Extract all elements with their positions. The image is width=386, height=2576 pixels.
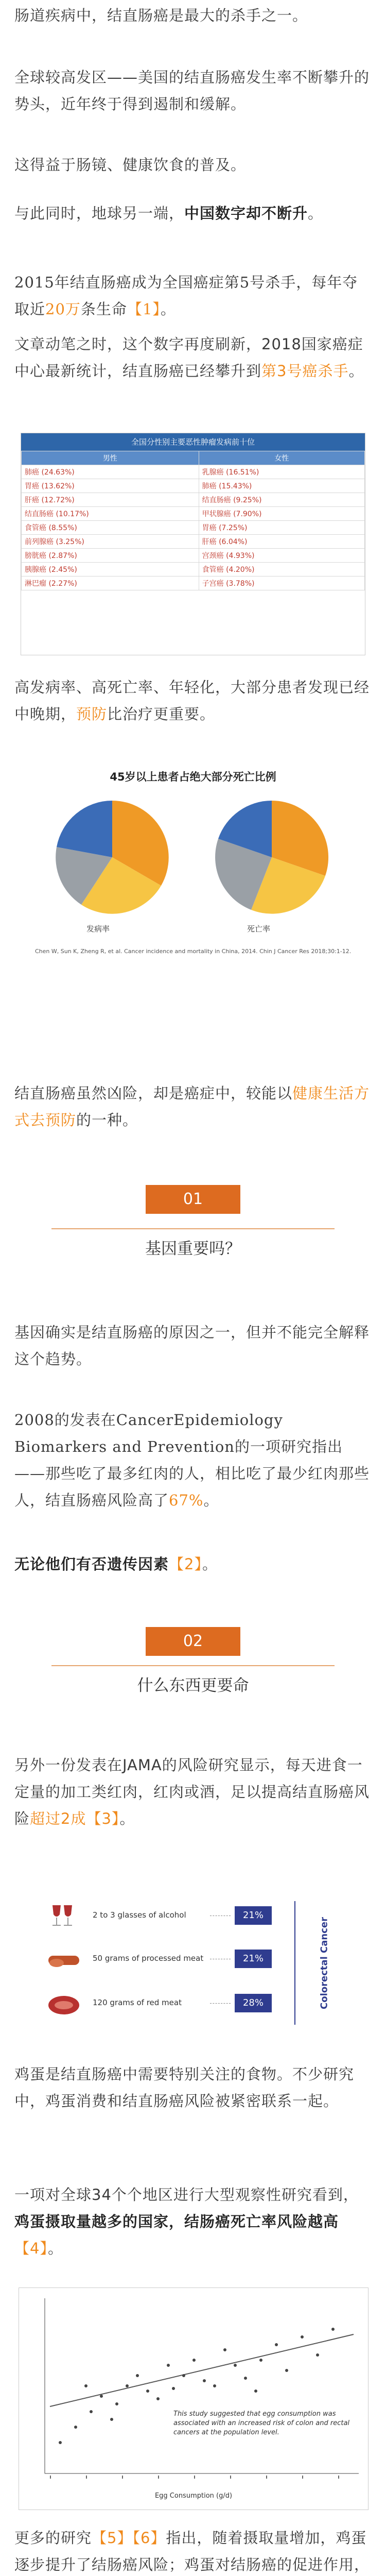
text: 文章动笔之时，这个数字再度刷新，2018国家癌症中心最新统计，结直肠癌已经攀升到	[14, 335, 363, 380]
paragraph-genes	[14, 1319, 372, 1372]
text: 2015年结直肠癌成为全国癌症第5号杀手，每年夺取近	[14, 274, 358, 318]
text: 肠道疾病中，结直肠癌是最大的杀手之一。	[14, 7, 308, 24]
risk-value-bar: 28%	[235, 1994, 272, 2012]
text: 。	[203, 1492, 219, 1509]
paragraph-intro	[14, 2, 372, 29]
text: 比治疗更重要。	[107, 705, 216, 723]
highlight-text: 健康生活方式去预防	[14, 1084, 370, 1129]
table-row	[22, 521, 365, 535]
pie-mortality	[215, 801, 328, 914]
citation-link[interactable]: 【3】	[86, 1810, 120, 1827]
cell: 肺癌 (15.43%)	[199, 479, 364, 493]
citation-link[interactable]: 【4】	[14, 2240, 48, 2257]
cell: 子宫癌 (3.78%)	[199, 577, 364, 590]
figure-title: 45岁以上患者占绝大部分死亡比例	[110, 771, 276, 783]
text: 全球较高发区——美国的结直肠癌发生率不断攀升的势头，近年终于得到遏制和缓解。	[14, 69, 370, 113]
paragraph-eggs	[14, 2061, 372, 2114]
text: 结直肠癌虽然凶险，却是癌症中，较能以	[14, 1084, 293, 1102]
table-row	[22, 465, 365, 479]
text: 另外一份发表在JAMA的风险研究显示，每天进食一定量的加工类红肉，红肉或酒，足以提高结直肠癌风险	[14, 1756, 370, 1827]
wine-glass-icon	[46, 1903, 77, 1929]
risk-item-label: 50 grams of processed meat	[93, 1954, 204, 1963]
cell: 肺癌 (24.63%)	[22, 465, 199, 479]
table-row	[22, 535, 365, 549]
pie-label-incidence: 发病率	[86, 924, 110, 934]
table	[21, 451, 365, 590]
cell: 肝癌 (6.04%)	[199, 535, 364, 549]
highlight-text: 20万	[45, 300, 81, 318]
highlight-text: 67%	[169, 1492, 204, 1509]
citation-link[interactable]: 【1】	[127, 300, 161, 318]
text: 基因确实是结直肠癌的原因之一，但并不能完全解释这个趋势。	[14, 1324, 370, 1368]
emphasis-text: 中国数字却不断升	[184, 205, 308, 222]
egg-scatter-figure	[19, 2287, 369, 2510]
paragraph-lifestyle	[14, 1080, 372, 1133]
section-divider	[51, 1665, 335, 1666]
text: 。	[160, 300, 176, 318]
pie-incidence	[56, 801, 169, 914]
cell: 前列腺癌 (3.25%)	[22, 535, 199, 549]
text: 这得益于肠镜、健康饮食的普及。	[14, 156, 247, 174]
cancer-incidence-table	[21, 433, 365, 655]
cell: 乳腺癌 (16.51%)	[199, 465, 364, 479]
risk-item-label: 2 to 3 glasses of alcohol	[93, 1910, 186, 1920]
emphasis-text: 鸡蛋摄取量越多的国家，结肠癌死亡率风险越高	[14, 2213, 339, 2230]
table-header-row	[22, 451, 365, 465]
text: 鸡蛋是结直肠癌中需要特别关注的食物。不少研究中，鸡蛋消费和结直肠癌风险被紧密联系一起。	[14, 2065, 355, 2110]
paragraph-red-meat-study	[14, 1406, 372, 1514]
text: 高发病率、高死亡率、年轻化，大部分患者发现已经中晚期，	[14, 679, 370, 723]
cell: 结直肠癌 (9.25%)	[199, 493, 364, 507]
paragraph-genetics	[14, 1551, 372, 1578]
cell: 甲状腺癌 (7.90%)	[199, 507, 364, 521]
column-header-male: 男性	[22, 451, 199, 465]
paragraph-china	[14, 200, 372, 227]
paragraph-2015	[14, 269, 372, 323]
table-row	[22, 549, 365, 563]
highlight-text: 超过2成	[30, 1810, 86, 1827]
paragraph-prevention	[14, 674, 372, 727]
scatter-plot	[19, 2288, 368, 2494]
pie-label-mortality: 死亡率	[247, 924, 271, 934]
cell: 淋巴瘤 (2.27%)	[22, 577, 199, 590]
highlight-text: 第3号癌杀手	[261, 362, 349, 380]
section-number-02: 02	[146, 1627, 240, 1656]
table-title: 全国分性别主要恶性肿瘤发病前十位	[21, 433, 365, 451]
citation-link[interactable]: 【2】	[169, 1555, 202, 1573]
section-title-01: 基因重要吗？	[145, 1240, 241, 1258]
cell: 宫颈癌 (4.93%)	[199, 549, 364, 563]
pie-figure	[14, 762, 372, 979]
table-row	[22, 577, 365, 590]
connector-line	[210, 2003, 231, 2004]
text: 。	[348, 362, 364, 380]
bracket-line	[294, 1901, 295, 2025]
figure-note: This study suggested that egg consumption was associated with an increased risk of colon and rectal cancers at the population level.	[173, 2410, 350, 2436]
section-number-01: 01	[146, 1185, 240, 1214]
paragraph-34-regions	[14, 2181, 372, 2262]
cell: 膀胱癌 (2.87%)	[22, 549, 199, 563]
risk-value-bar: 21%	[235, 1950, 272, 1968]
text: 与此同时，地球另一端，	[14, 205, 185, 222]
table-row	[22, 493, 365, 507]
text: 2008的发表在CancerEpidemiology Biomarkers and Prevention的一项研究指出——那些吃了最多红肉的人，相比吃了最少红肉那些人，结直肠癌风险高了	[14, 1411, 370, 1509]
table-row	[22, 563, 365, 577]
section-divider	[51, 1228, 335, 1229]
figure-caption: Chen W, Sun K, Zheng R, et al. Cancer incidence and mortality in China, 2014. Chin J Cancer Res 2018;30:1-12.	[35, 948, 352, 955]
x-axis-label: Egg Consumption (g/d)	[154, 2492, 233, 2500]
cell: 胰腺癌 (2.45%)	[22, 563, 199, 577]
text: 的一种。	[76, 1111, 138, 1129]
text: 更多的研究	[14, 2529, 92, 2547]
text: 。	[47, 2240, 63, 2257]
text: 。	[308, 205, 324, 222]
text: 。	[119, 1810, 135, 1827]
cell: 胃癌 (13.62%)	[22, 479, 199, 493]
paragraph-2018	[14, 331, 372, 384]
pie-charts	[14, 785, 372, 950]
red-meat-icon	[46, 1992, 82, 2018]
cell: 食管癌 (4.20%)	[199, 563, 364, 577]
risk-item-label: 120 grams of red meat	[93, 1998, 182, 2007]
paragraph-usa	[14, 64, 372, 117]
sausage-icon	[46, 1947, 82, 1973]
text: 。	[202, 1555, 218, 1573]
cell: 肝癌 (12.72%)	[22, 493, 199, 507]
colorectal-cancer-label: Colorectal Cancer	[319, 1917, 330, 2009]
emphasis-text: 无论他们有否遗传因素	[14, 1555, 169, 1573]
cell: 结直肠癌 (10.17%)	[22, 507, 199, 521]
text: 一项对全球34个个地区进行大型观察性研究看到，	[14, 2186, 359, 2204]
text: 指出，随着摄取量增加，鸡蛋逐步提升了结肠癌风险；鸡蛋对结肠癌的促进作用，	[14, 2529, 370, 2573]
paragraph-jama	[14, 1752, 372, 1832]
cell: 胃癌 (7.25%)	[199, 521, 364, 535]
paragraph-colonoscopy	[14, 151, 372, 178]
text: 条生命	[80, 300, 127, 318]
cell: 食管癌 (8.55%)	[22, 521, 199, 535]
section-title-02: 什么东西更要命	[137, 1676, 249, 1695]
highlight-text: 预防	[76, 705, 108, 723]
jama-risk-figure	[46, 1896, 355, 2040]
citation-link[interactable]: 【5】【6】	[92, 2529, 166, 2547]
paragraph-more-studies	[14, 2524, 372, 2576]
table-row	[22, 479, 365, 493]
column-header-female: 女性	[199, 451, 364, 465]
table-row	[22, 507, 365, 521]
risk-value-bar: 21%	[235, 1906, 272, 1925]
